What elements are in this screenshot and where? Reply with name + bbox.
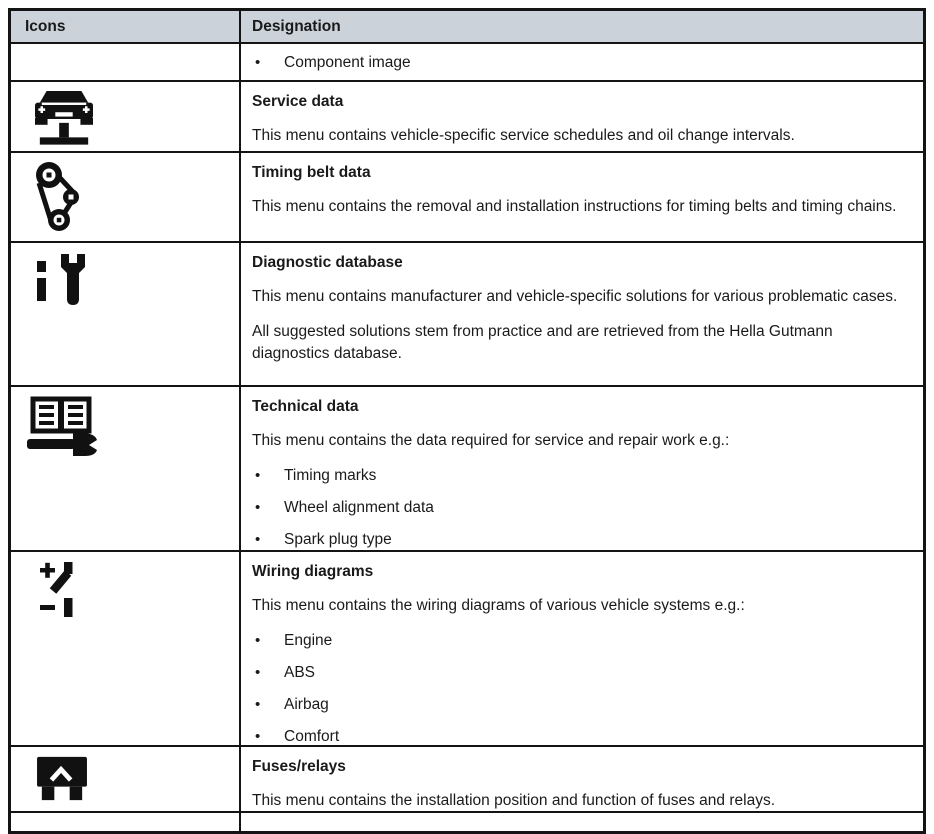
list-item-label: • Comfort [284, 728, 340, 746]
table-row-diagnostic-database [11, 241, 923, 385]
table-row-component-image [11, 42, 923, 80]
list-item [252, 467, 909, 485]
car-on-lift-icon [25, 90, 103, 148]
list-item-label: • Timing marks [284, 467, 377, 485]
row-paragraph: This menu contains the data required for service and repair work e.g.: [252, 432, 730, 449]
table-row-service-data [11, 80, 923, 151]
designation-cell [241, 552, 923, 745]
designation-cell [241, 44, 923, 80]
list-item [252, 632, 909, 650]
icon-cell [11, 387, 241, 550]
row-title: Timing belt data [252, 164, 371, 181]
designation-cell [241, 153, 923, 241]
column-title-icons: Icons [25, 17, 66, 35]
icon-cell-empty [11, 813, 241, 831]
row-title: Wiring diagrams [252, 563, 374, 580]
column-title-designation: Designation [252, 17, 341, 35]
list-item-label: • Component image [284, 54, 411, 71]
icon-cell-empty [11, 44, 241, 80]
list-item-label: • ABS [284, 664, 316, 682]
list-item [252, 499, 909, 517]
designation-cell [241, 747, 923, 811]
designation-cell [241, 813, 923, 831]
bullet-list [252, 632, 909, 746]
row-paragraph: This menu contains the removal and installation instructions for timing belts and timing chains. [252, 198, 897, 215]
row-title: Technical data [252, 398, 359, 415]
list-item [252, 664, 909, 682]
book-wrench-icon [25, 395, 99, 457]
row-title: Service data [252, 93, 344, 110]
table-row-timing-belt-data [11, 151, 923, 241]
table-row-technical-data [11, 385, 923, 550]
bullet-list [252, 54, 909, 72]
row-paragraph: This menu contains the wiring diagrams of various vehicle systems e.g.: [252, 597, 745, 614]
icons-designation-table [8, 8, 926, 834]
designation-cell [241, 387, 923, 550]
designation-cell [241, 243, 923, 385]
list-item-label: • Spark plug type [284, 531, 392, 549]
row-paragraph: This menu contains manufacturer and vehicle-specific solutions for various problematic cases. [252, 288, 898, 305]
header-cell-designation [241, 11, 923, 42]
list-item [252, 696, 909, 714]
switch-circuit-icon [25, 560, 83, 618]
row-paragraph: All suggested solutions stem from practice and are retrieved from the Hella Gutmann diagnostics database. [252, 323, 833, 362]
icon-cell [11, 747, 241, 811]
fuse-icon [25, 755, 89, 803]
table-row-partial [11, 811, 923, 831]
icon-cell [11, 552, 241, 745]
bullet-list [252, 467, 909, 549]
designation-cell [241, 82, 923, 151]
row-paragraph: This menu contains the installation position and function of fuses and relays. [252, 792, 776, 809]
icon-cell [11, 243, 241, 385]
icon-cell [11, 153, 241, 241]
list-item-label: • Airbag [284, 696, 329, 714]
table-row-wiring-diagrams [11, 550, 923, 745]
header-cell-icons [11, 11, 241, 42]
row-paragraph: This menu contains vehicle-specific service schedules and oil change intervals. [252, 127, 795, 144]
table-row-fuses-relays [11, 745, 923, 811]
row-title: Diagnostic database [252, 254, 403, 271]
table-header-row [11, 11, 923, 42]
icon-cell [11, 82, 241, 151]
list-item [252, 531, 909, 549]
timing-belt-icon [25, 161, 85, 235]
row-title: Fuses/relays [252, 758, 346, 775]
list-item [252, 54, 909, 72]
list-item [252, 728, 909, 746]
list-item-label: • Engine [284, 632, 333, 650]
info-wrench-icon [25, 251, 89, 309]
list-item-label: • Wheel alignment data [284, 499, 434, 517]
